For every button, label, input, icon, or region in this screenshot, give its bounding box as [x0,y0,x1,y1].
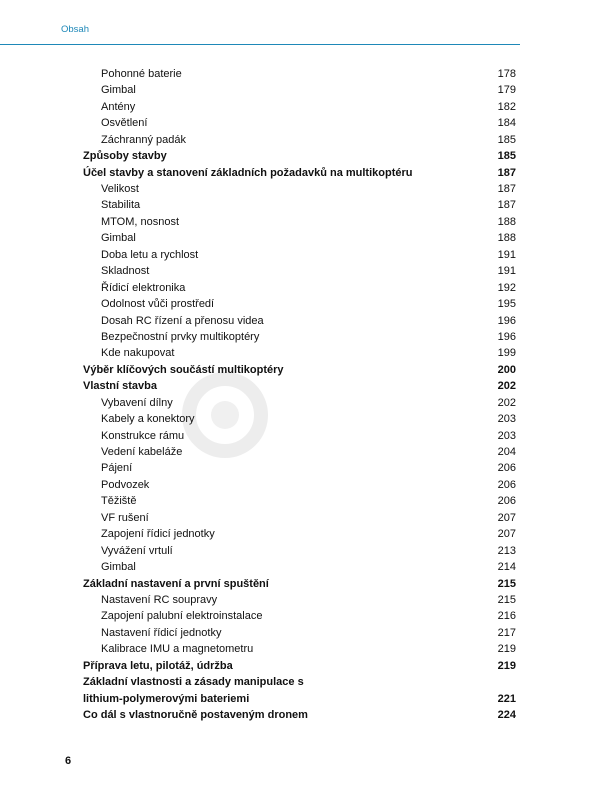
toc-entry-title: Způsoby stavby [83,150,167,163]
toc-entry-title: Řídicí elektronika [101,281,186,294]
toc-section-entry[interactable] [83,66,516,82]
toc-section-entry[interactable] [83,559,516,575]
toc-section-entry[interactable] [83,296,516,312]
toc-entry-page: 185 [497,150,516,163]
toc-section-entry[interactable] [83,313,516,329]
page-number: 6 [65,755,72,767]
toc-section-entry[interactable] [83,510,516,526]
toc-chapter-entry[interactable] [83,674,516,707]
toc-entry-title: Gimbal [101,561,136,574]
table-of-contents [83,66,516,724]
toc-entry-page: 215 [497,593,516,606]
toc-entry-title: Stabilita [101,199,141,212]
toc-entry-title: Vyvážení vrtulí [101,544,173,557]
toc-section-entry[interactable] [83,115,516,131]
toc-entry-title: Odolnost vůči prostředí [101,298,215,311]
toc-section-entry[interactable] [83,280,516,296]
toc-entry-title: VF rušení [101,511,149,524]
toc-section-entry[interactable] [83,395,516,411]
toc-entry-title: Účel stavby a stanovení základních požadavků na multikoptéru [83,166,413,179]
toc-entry-page: 199 [497,347,516,360]
toc-section-entry[interactable] [83,641,516,657]
toc-entry-page: 213 [497,544,516,557]
toc-entry-title: Nastavení RC soupravy [101,593,218,606]
toc-entry-page: 191 [497,248,516,261]
toc-chapter-entry[interactable] [83,378,516,394]
toc-section-entry[interactable] [83,493,516,509]
toc-entry-title: Zapojení řídicí jednotky [101,528,215,541]
toc-entry-page: 187 [497,183,516,196]
toc-entry-page: 217 [497,626,516,639]
toc-entry-title: Gimbal [101,84,136,97]
toc-section-entry[interactable] [83,411,516,427]
toc-entry-page: 179 [497,84,516,97]
toc-section-entry[interactable] [83,247,516,263]
toc-entry-page: 192 [497,281,516,294]
toc-entry-page: 215 [497,577,516,590]
header-rule [0,44,520,45]
toc-chapter-entry[interactable] [83,707,516,723]
toc-entry-title: Co dál s vlastnoručně postaveným dronem [83,709,308,722]
toc-section-entry[interactable] [83,198,516,214]
toc-entry-page: 204 [497,446,516,459]
toc-section-entry[interactable] [83,263,516,279]
toc-entry-title: Výběr klíčových součástí multikoptéry [83,363,284,376]
toc-section-entry[interactable] [83,428,516,444]
toc-entry-title: Kalibrace IMU a magnetometru [101,643,254,656]
toc-entry-title: Pájení [101,462,133,475]
toc-chapter-entry[interactable] [83,165,516,181]
toc-entry-page: 202 [497,396,516,409]
toc-entry-title: Antény [101,100,136,113]
toc-section-entry[interactable] [83,82,516,98]
toc-entry-page: 182 [497,100,516,113]
toc-entry-page: 206 [497,478,516,491]
toc-entry-title: Gimbal [101,232,136,245]
toc-section-entry[interactable] [83,132,516,148]
toc-section-entry[interactable] [83,345,516,361]
toc-entry-page: 196 [497,330,516,343]
toc-entry-page: 196 [497,314,516,327]
toc-chapter-entry[interactable] [83,148,516,164]
toc-entry-title: Konstrukce rámu [101,429,185,442]
toc-section-entry[interactable] [83,230,516,246]
toc-entry-page: 207 [497,528,516,541]
toc-section-entry[interactable] [83,99,516,115]
toc-entry-title: Bezpečnostní prvky multikoptéry [101,330,260,343]
toc-entry-title: Vlastní stavba [83,380,157,393]
toc-entry-page: 187 [497,199,516,212]
toc-entry-page: 203 [497,429,516,442]
toc-chapter-entry[interactable] [83,362,516,378]
toc-entry-title: Skladnost [101,265,150,278]
toc-entry-title: Těžiště [101,495,137,508]
toc-section-entry[interactable] [83,477,516,493]
toc-entry-title: Pohonné baterie [101,67,182,80]
toc-entry-title: Záchranný padák [101,133,186,146]
toc-entry-page: 221 [497,692,516,705]
toc-entry-page: 188 [497,215,516,228]
toc-entry-title: Dosah RC řízení a přenosu videa [101,314,264,327]
toc-entry-title: Příprava letu, pilotáž, údržba [83,659,233,672]
toc-entry-title: Nastavení řídicí jednotky [101,626,222,639]
toc-entry-title: Osvětlení [101,117,148,130]
toc-entry-page: 224 [497,709,516,722]
toc-entry-page: 200 [497,363,516,376]
toc-section-entry[interactable] [83,543,516,559]
toc-entry-page: 206 [497,495,516,508]
toc-entry-page: 191 [497,265,516,278]
toc-section-entry[interactable] [83,181,516,197]
toc-section-entry[interactable] [83,444,516,460]
toc-section-entry[interactable] [83,625,516,641]
toc-chapter-entry[interactable] [83,658,516,674]
toc-section-entry[interactable] [83,592,516,608]
toc-entry-page: 178 [497,67,516,80]
toc-section-entry[interactable] [83,461,516,477]
toc-entry-title: Kde nakupovat [101,347,175,360]
toc-entry-page: 202 [497,380,516,393]
header-section-title: Obsah [61,24,89,35]
toc-entry-page: 219 [497,659,516,672]
toc-section-entry[interactable] [83,214,516,230]
toc-entry-title: MTOM, nosnost [101,215,180,228]
toc-entry-title: Základní nastavení a první spuštění [83,577,269,590]
toc-entry-title: Doba letu a rychlost [101,248,199,261]
toc-entry-page: 216 [497,610,516,623]
toc-entry-page: 207 [497,511,516,524]
toc-chapter-entry[interactable] [83,576,516,592]
toc-entry-page: 184 [497,117,516,130]
toc-entry-page: 185 [497,133,516,146]
toc-entry-title: Velikost [101,183,139,196]
toc-entry-title: Zapojení palubní elektroinstalace [101,610,263,623]
toc-entry-page: 195 [497,298,516,311]
toc-entry-title: Vedení kabeláže [101,446,183,459]
toc-entry-page: 188 [497,232,516,245]
toc-entry-title: Základní vlastnosti a zásady manipulace s lithium-polymerovými bateriemi [83,676,304,705]
toc-section-entry[interactable] [83,608,516,624]
toc-section-entry[interactable] [83,526,516,542]
toc-entry-page: 214 [497,561,516,574]
toc-entry-page: 206 [497,462,516,475]
toc-entry-page: 203 [497,413,516,426]
toc-section-entry[interactable] [83,329,516,345]
toc-entry-title: Vybavení dílny [101,396,173,409]
toc-entry-page: 219 [497,643,516,656]
toc-entry-title: Kabely a konektory [101,413,195,426]
running-header [0,0,590,45]
toc-entry-page: 187 [497,166,516,179]
toc-entry-title: Podvozek [101,478,150,491]
